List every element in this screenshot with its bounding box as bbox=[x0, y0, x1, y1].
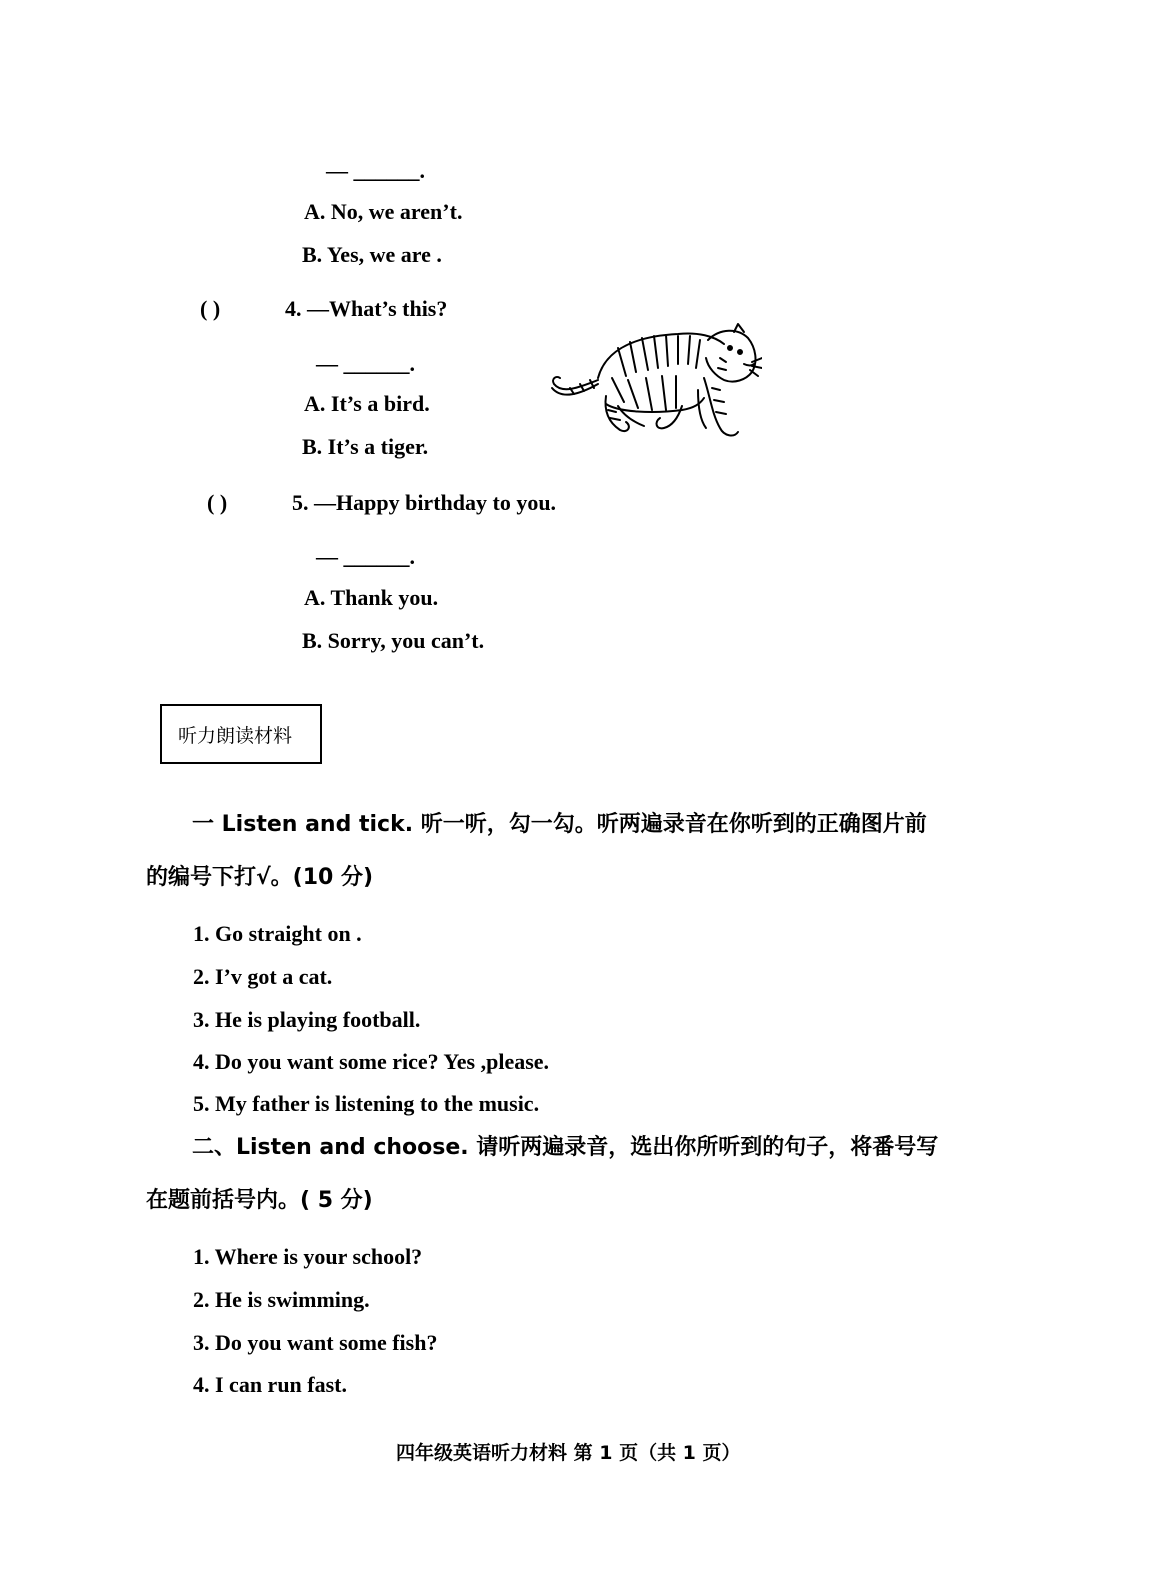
listening-materials-label: 听力朗读材料 bbox=[178, 725, 293, 747]
section1-item-4: 4. Do you want some rice? Yes ,please. bbox=[193, 1049, 550, 1074]
q4-prompt: 4. —What’s this? bbox=[285, 296, 448, 321]
section2-item-4: 4. I can run fast. bbox=[193, 1372, 348, 1397]
q4-answer-blank: — ______. bbox=[316, 351, 415, 376]
section1-item-1: 1. Go straight on . bbox=[193, 921, 362, 946]
section1-item-5: 5. My father is listening to the music. bbox=[193, 1091, 540, 1116]
q3-option-a: A. No, we aren’t. bbox=[304, 199, 463, 224]
q5-option-b: B. Sorry, you can’t. bbox=[302, 628, 485, 653]
q4-bracket: ( ) bbox=[200, 296, 221, 321]
section2-item-3: 3. Do you want some fish? bbox=[193, 1330, 438, 1355]
section1-heading-line2: 的编号下打√。(10 分) bbox=[146, 865, 374, 890]
q5-answer-blank: — ______. bbox=[316, 544, 415, 569]
section2-item-2: 2. He is swimming. bbox=[193, 1287, 370, 1312]
section1-heading-line1: 一 Listen and tick. 听一听，勾一勾。听两遍录音在你听到的正确图片前 bbox=[192, 812, 927, 837]
q4-option-b: B. It’s a tiger. bbox=[302, 434, 429, 459]
section1-item-2: 2. I’v got a cat. bbox=[193, 964, 333, 989]
section2-heading-line1: 二、Listen and choose. 请听两遍录音，选出你所听到的句子，将番号写 bbox=[192, 1135, 939, 1160]
section2-heading-line2: 在题前括号内。( 5 分) bbox=[146, 1188, 373, 1213]
page-footer: 四年级英语听力材料 第 1 页（共 1 页） bbox=[396, 1442, 741, 1464]
q3-option-b: B. Yes, we are . bbox=[302, 242, 442, 267]
section1-item-3: 3. He is playing football. bbox=[193, 1007, 421, 1032]
q3-answer-blank: — ______. bbox=[326, 158, 425, 183]
q4-option-a: A. It’s a bird. bbox=[304, 391, 430, 416]
section2-item-1: 1. Where is your school? bbox=[193, 1244, 423, 1269]
q5-option-a: A. Thank you. bbox=[304, 585, 439, 610]
tiger-illustration bbox=[548, 318, 762, 440]
listening-materials-box bbox=[160, 704, 322, 764]
q5-prompt: 5. —Happy birthday to you. bbox=[292, 490, 557, 515]
q5-bracket: ( ) bbox=[207, 490, 228, 515]
